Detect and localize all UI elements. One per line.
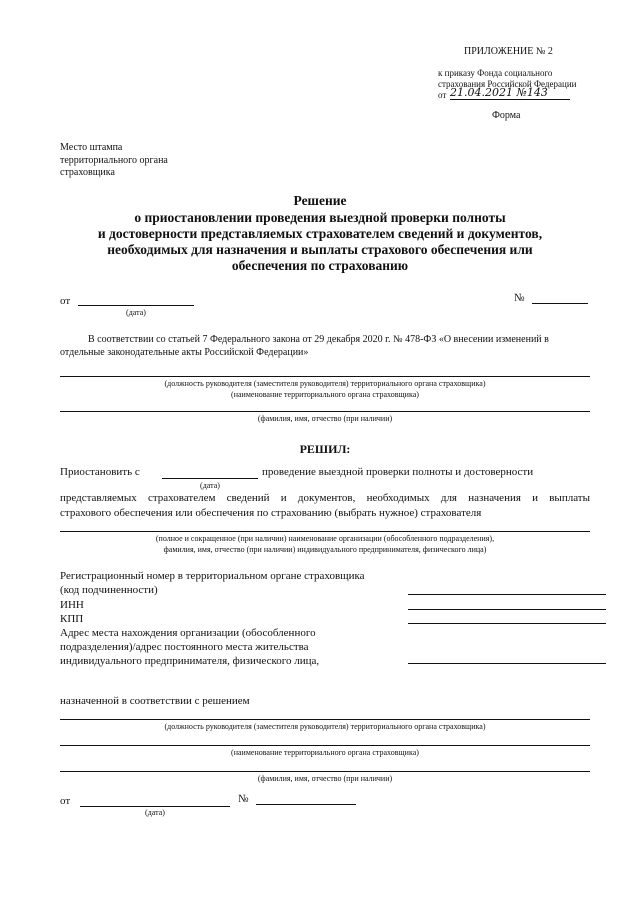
preamble-line-2: отдельные законодательные акты Российской Федерации»	[60, 347, 309, 358]
policyholder-caption-1: (полное и сокращенное (при наличии) наименование организации (обособленного подразделения),	[155, 534, 495, 543]
number-label: №	[514, 292, 525, 304]
bottom-name-field-line[interactable]	[60, 771, 590, 772]
kpp-label: КПП	[60, 613, 84, 625]
number-field-line[interactable]	[532, 303, 588, 304]
head-position-field-line[interactable]	[60, 376, 590, 377]
title-line-4: обеспечения по страхованию	[231, 258, 409, 273]
address-label-1: Адрес места нахождения организации (обособленного	[60, 627, 316, 639]
suspend-line-3: страхового обеспечения или обеспечения по страхованию (выбрать нужное) страхователя	[60, 507, 482, 519]
suspend-line-2: представляемых страхователем сведений и документов, необходимых для назначения и выплаты	[60, 492, 590, 504]
suspend-date-caption: (дата)	[200, 481, 220, 490]
full-name-caption: (фамилия, имя, отчество (при наличии)	[257, 414, 393, 423]
title-line-3: необходимых для назначения и выплаты страхового обеспечения или	[107, 242, 533, 257]
kpp-field-line[interactable]	[408, 623, 606, 624]
appendix-label: ПРИЛОЖЕНИЕ № 2	[464, 46, 553, 57]
appointed-label: назначенной в соответствии с решением	[60, 695, 250, 707]
address-label-2: подразделения)/адрес постоянного места жительства	[60, 641, 309, 653]
preamble-line-1: В соответствии со статьей 7 Федерального закона от 29 декабря 2020 г. № 478-ФЗ «О внесении изменений в	[88, 334, 549, 345]
policyholder-field-line[interactable]	[60, 531, 590, 532]
bottom-number-field-line[interactable]	[256, 804, 356, 805]
bottom-name-caption: (фамилия, имя, отчество (при наличии)	[257, 774, 393, 783]
title-line-2: и достоверности представляемых страхователем сведений и документов,	[97, 226, 543, 241]
order-line-1: к приказу Фонда социального	[438, 68, 553, 78]
decided-heading: РЕШИЛ:	[299, 442, 351, 456]
inn-label: ИНН	[60, 599, 84, 611]
head-position-caption: (должность руководителя (заместителя руководителя) территориального органа страховщика)	[164, 379, 486, 388]
order-handwritten: 21.04.2021 №143	[450, 86, 570, 100]
date-caption: (дата)	[126, 308, 146, 317]
order-line-2: страхования Российской Федерации	[438, 79, 577, 89]
title-line-1: о приостановлении проведения выездной проверки полноты	[134, 210, 506, 225]
full-name-field-line[interactable]	[60, 411, 590, 412]
date-field-line[interactable]	[78, 305, 194, 306]
suspend-suffix: проведение выездной проверки полноты и достоверности	[262, 466, 534, 478]
bottom-head-position-caption: (должность руководителя (заместителя руководителя) территориального органа страховщика)	[164, 722, 486, 731]
suspend-date-field-line[interactable]	[162, 478, 258, 479]
reg-number-label-2: (код подчиненности)	[60, 584, 158, 596]
bottom-date-field-line[interactable]	[80, 806, 230, 807]
bottom-org-field-line[interactable]	[60, 745, 590, 746]
bottom-date-caption: (дата)	[145, 808, 165, 817]
address-label-3: индивидуального предпринимателя, физического лица,	[60, 655, 320, 667]
reg-number-field-line[interactable]	[408, 594, 606, 595]
inn-field-line[interactable]	[408, 609, 606, 610]
org-name-caption: (наименование территориального органа страховщика)	[231, 390, 419, 399]
stamp-line-1: Место штампа	[60, 142, 123, 153]
date-from-label: от	[60, 295, 71, 307]
bottom-head-position-field-line[interactable]	[60, 719, 590, 720]
reg-number-label-1: Регистрационный номер в территориальном органе страховщика	[60, 570, 365, 582]
bottom-number-label: №	[238, 793, 249, 805]
stamp-line-3: страховщика	[60, 167, 115, 178]
address-field-line[interactable]	[408, 663, 606, 664]
stamp-line-2: территориального органа	[60, 155, 168, 166]
bottom-org-caption: (наименование территориального органа страховщика)	[231, 748, 419, 757]
form-label: Форма	[492, 110, 521, 121]
policyholder-caption-2: фамилия, имя, отчество (при наличии) индивидуального предпринимателя, физического лица)	[163, 545, 487, 554]
bottom-date-from-label: от	[60, 795, 71, 807]
title-heading: Решение	[293, 193, 347, 208]
order-from: от	[438, 90, 447, 100]
suspend-prefix: Приостановить с	[60, 466, 140, 478]
